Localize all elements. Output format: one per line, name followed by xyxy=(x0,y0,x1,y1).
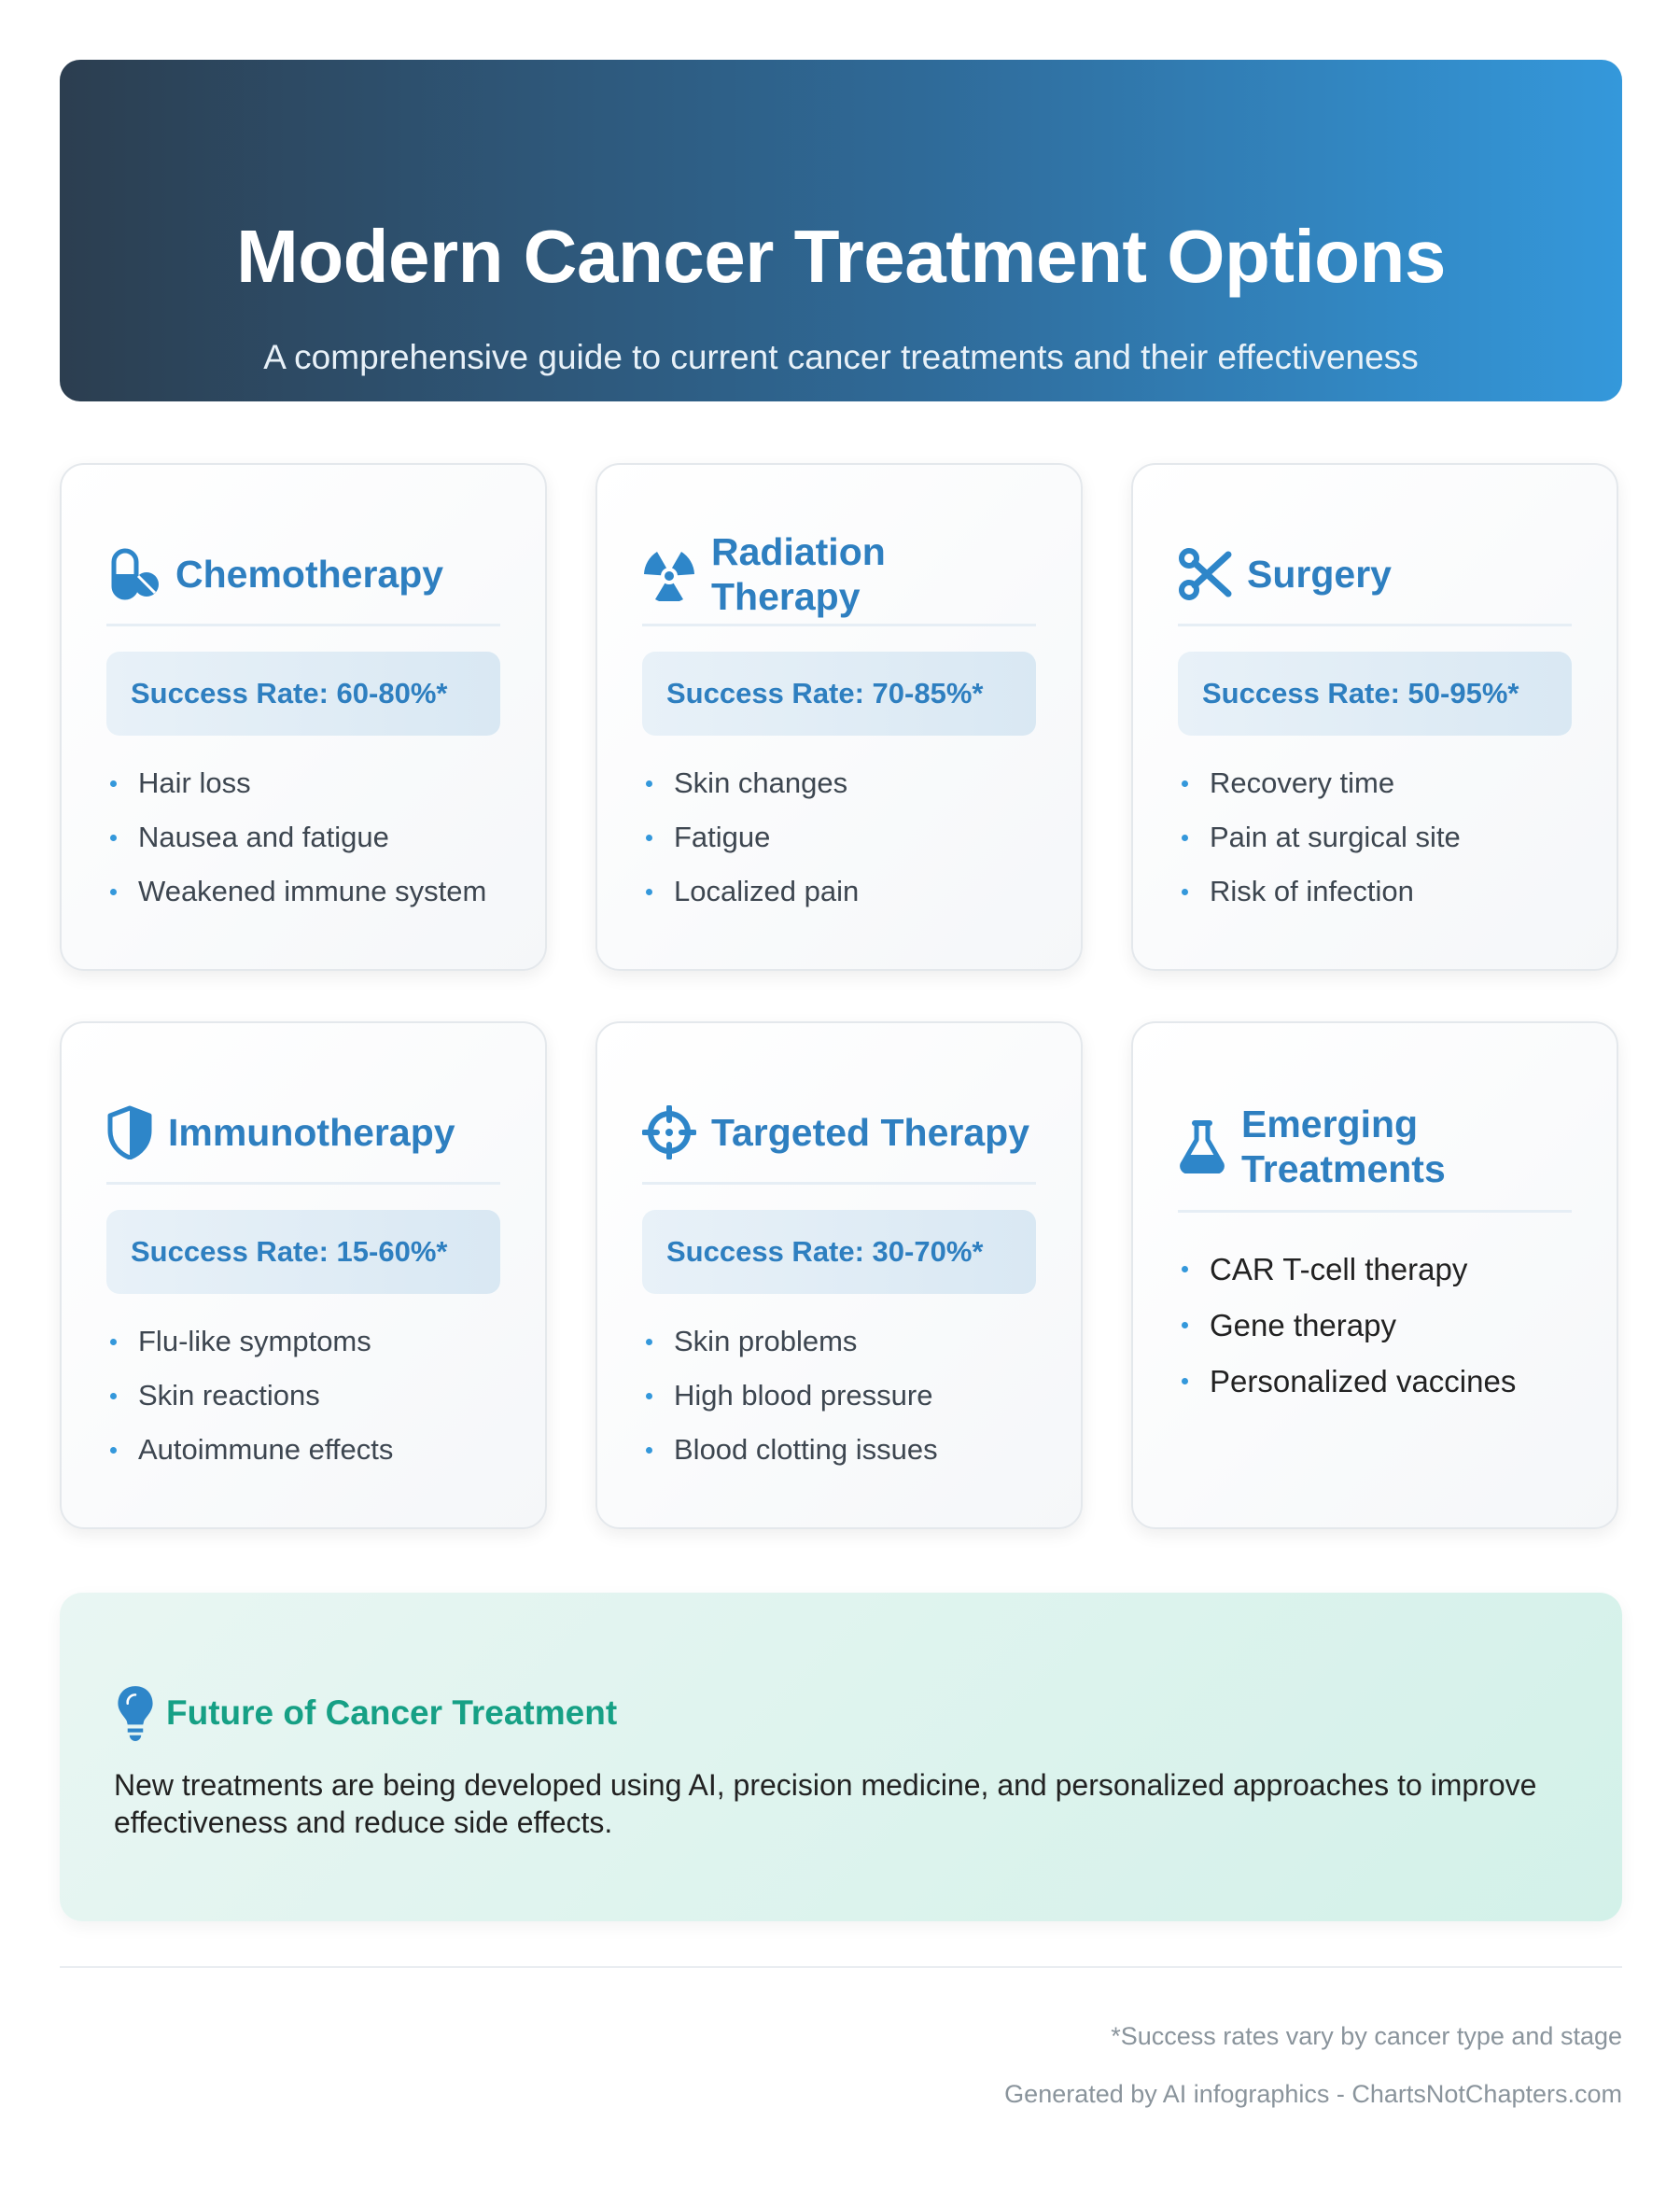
future-section xyxy=(60,1593,1622,1921)
list-item: Gene therapy xyxy=(1178,1298,1589,1354)
card-title: Chemotherapy xyxy=(175,553,444,596)
scissors-icon xyxy=(1178,547,1232,601)
list-item: CAR T-cell therapy xyxy=(1178,1242,1589,1298)
card-header xyxy=(1178,525,1572,626)
list-item: Autoimmune effects xyxy=(106,1423,517,1477)
pills-icon xyxy=(106,547,161,601)
flask-icon xyxy=(1178,1119,1226,1173)
list-item: Pain at surgical site xyxy=(1178,810,1589,864)
card-title: Immunotherapy xyxy=(168,1111,455,1154)
footer-divider xyxy=(60,1966,1622,1968)
crosshairs-icon xyxy=(642,1105,696,1159)
list-item: Weakened immune system xyxy=(106,864,517,919)
card-title: Targeted Therapy xyxy=(711,1111,1029,1154)
side-effects-list xyxy=(642,756,1053,919)
success-rate-badge: Success Rate: 50-95%* xyxy=(1178,652,1572,736)
credit-text: Generated by AI infographics - ChartsNotChapters.com xyxy=(1004,2080,1622,2108)
header-banner xyxy=(60,60,1622,401)
list-item: Recovery time xyxy=(1178,756,1589,810)
radiation-icon xyxy=(642,547,696,601)
future-description: New treatments are being developed using AI, precision medicine, and personalized approaches to improve effectiveness and reduce side effects. xyxy=(114,1768,1537,1839)
list-item: Skin problems xyxy=(642,1314,1053,1369)
card-header xyxy=(642,525,1036,626)
card-title: Emerging Treatments xyxy=(1241,1103,1446,1190)
page-subtitle: A comprehensive guide to current cancer treatments and their effectiveness xyxy=(263,338,1419,376)
card-title: Surgery xyxy=(1247,553,1392,596)
page-title: Modern Cancer Treatment Options xyxy=(236,215,1446,298)
card-header xyxy=(1178,1083,1572,1213)
success-rate-badge: Success Rate: 30-70%* xyxy=(642,1210,1036,1294)
lightbulb-icon xyxy=(112,1684,159,1742)
card-radiation-therapy xyxy=(595,463,1083,971)
list-item: Blood clotting issues xyxy=(642,1423,1053,1477)
card-header xyxy=(642,1083,1036,1185)
card-header xyxy=(106,525,500,626)
card-header xyxy=(106,1083,500,1185)
card-targeted-therapy xyxy=(595,1021,1083,1529)
future-title: Future of Cancer Treatment xyxy=(166,1693,618,1732)
shield-icon xyxy=(106,1105,153,1159)
success-rate-badge: Success Rate: 15-60%* xyxy=(106,1210,500,1294)
success-rate-badge: Success Rate: 60-80%* xyxy=(106,652,500,736)
footnote: *Success rates vary by cancer type and stage xyxy=(1111,2022,1622,2050)
emerging-treatments-list xyxy=(1178,1242,1589,1410)
list-item: High blood pressure xyxy=(642,1369,1053,1423)
list-item: Skin reactions xyxy=(106,1369,517,1423)
list-item: Risk of infection xyxy=(1178,864,1589,919)
list-item: Nausea and fatigue xyxy=(106,810,517,864)
list-item: Personalized vaccines xyxy=(1178,1354,1589,1410)
card-immunotherapy xyxy=(60,1021,547,1529)
list-item: Flu-like symptoms xyxy=(106,1314,517,1369)
side-effects-list xyxy=(642,1314,1053,1477)
list-item: Hair loss xyxy=(106,756,517,810)
list-item: Localized pain xyxy=(642,864,1053,919)
future-header xyxy=(112,1684,617,1742)
card-title: Radiation Therapy xyxy=(711,530,886,618)
success-rate-badge: Success Rate: 70-85%* xyxy=(642,652,1036,736)
card-chemotherapy xyxy=(60,463,547,971)
card-surgery xyxy=(1131,463,1618,971)
card-emerging-treatments xyxy=(1131,1021,1618,1529)
side-effects-list xyxy=(106,756,517,919)
side-effects-list xyxy=(106,1314,517,1477)
list-item: Fatigue xyxy=(642,810,1053,864)
list-item: Skin changes xyxy=(642,756,1053,810)
side-effects-list xyxy=(1178,756,1589,919)
